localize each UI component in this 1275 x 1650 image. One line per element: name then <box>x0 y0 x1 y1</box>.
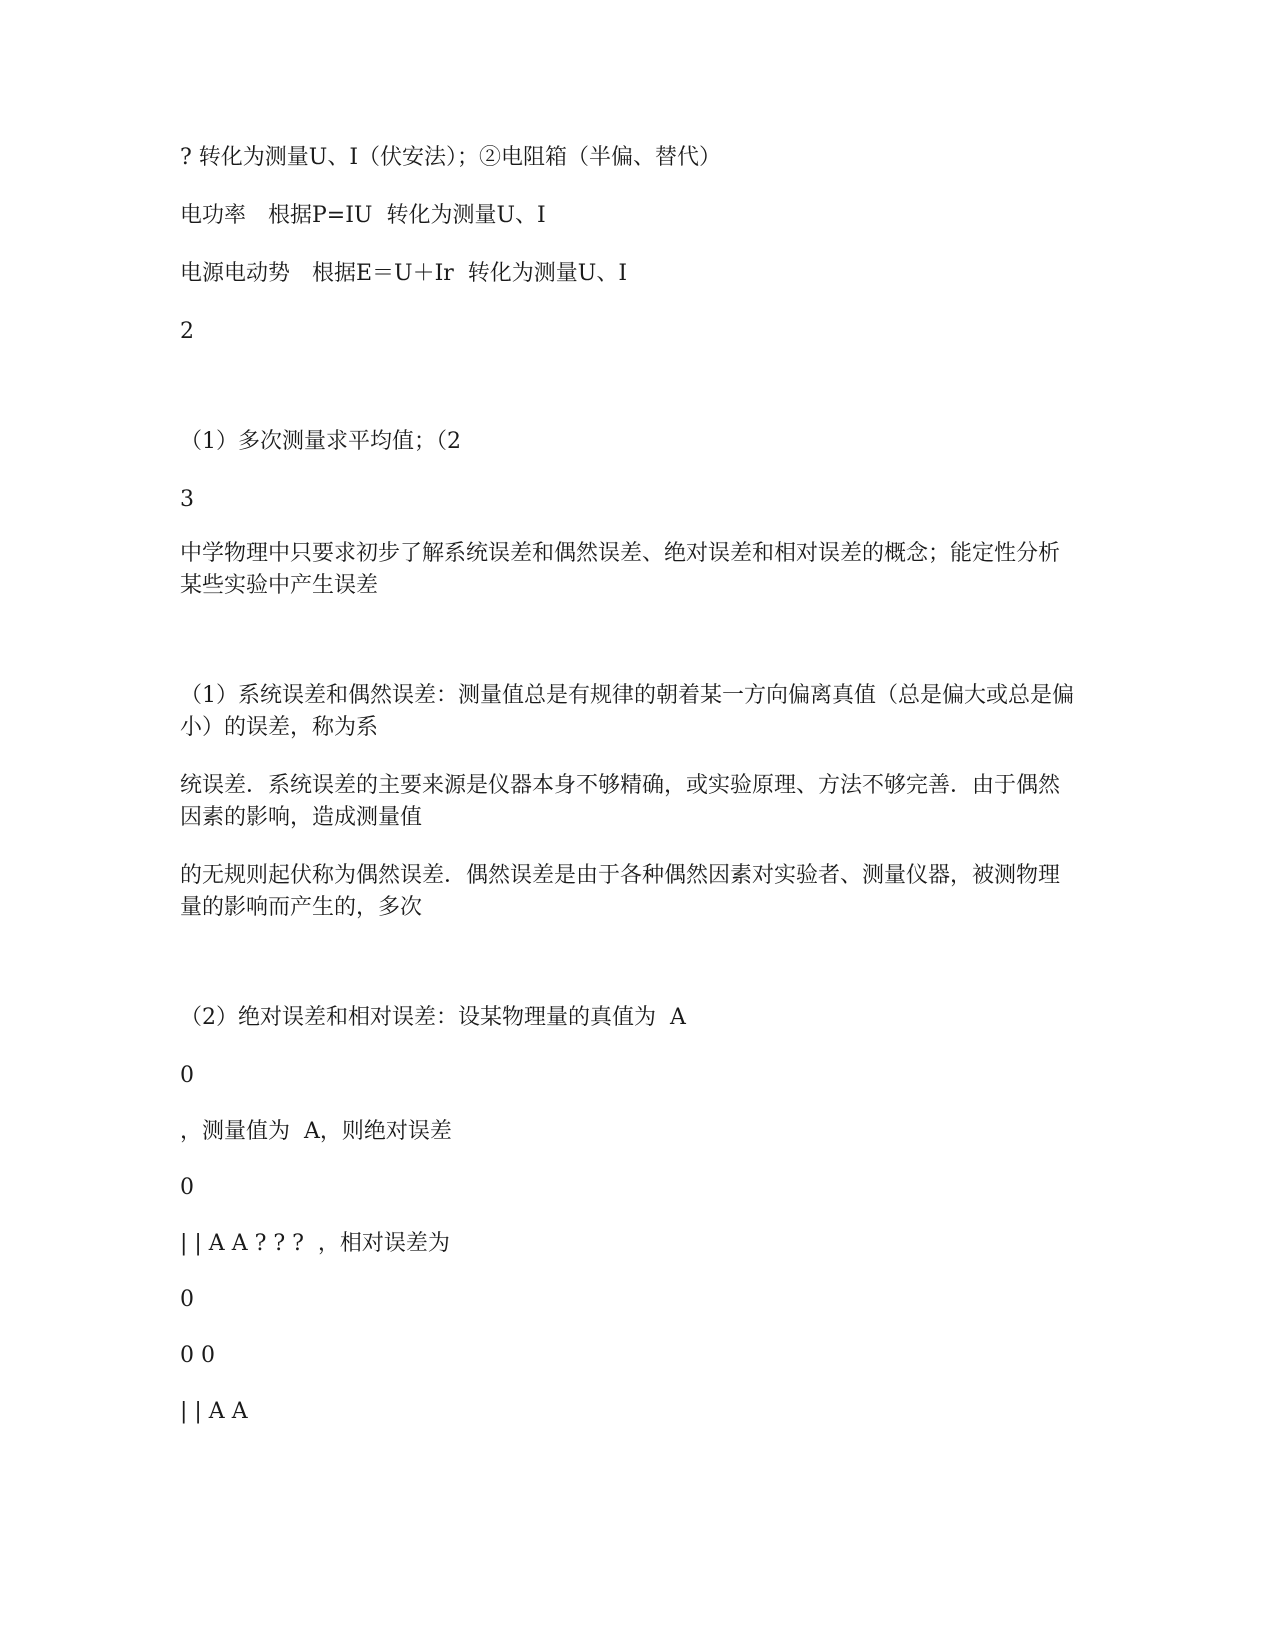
text-line-relative-formula: | | A A <box>180 1399 248 1424</box>
section-number-3: 3 <box>180 487 194 512</box>
text-line-electric-power: 电功率 根据P=IU 转化为测量U、I <box>180 203 546 228</box>
paragraph-systematic-error: （1）系统误差和偶然误差：测量值总是有规律的朝着某一方向偏离真值（总是偏大或总是偏小）的误差，称为系 <box>180 683 1075 740</box>
paragraph-random-error: 的无规则起伏称为偶然误差．偶然误差是由于各种偶然因素对实验者、测量仪器，被测物理量的影响而产生的，多次 <box>180 863 1061 920</box>
text-line-measured-value: ，测量值为 A，则绝对误差 <box>180 1119 452 1144</box>
text-line-absolute-relative: （2）绝对误差和相对误差：设某物理量的真值为 A <box>180 1005 686 1030</box>
text-line-emf: 电源电动势 根据E＝U＋Ir 转化为测量U、I <box>180 261 628 286</box>
text-line-subscript-0-b: 0 <box>180 1175 194 1200</box>
paragraph-error-intro: 中学物理中只要求初步了解系统误差和偶然误差、绝对误差和相对误差的概念；能定性分析某些实验中产生误差 <box>180 541 1061 598</box>
paragraph-systematic-source: 统误差．系统误差的主要来源是仪器本身不够精确，或实验原理、方法不够完善．由于偶然因素的影响，造成测量值 <box>180 773 1061 830</box>
text-line-resistance-methods: ? 转化为测量U、I（伏安法）；②电阻箱（半偏、替代） <box>180 145 722 170</box>
text-line-subscript-00: 0 0 <box>180 1343 215 1368</box>
text-line-subscript-0-c: 0 <box>180 1287 194 1312</box>
text-line-subscript-0-a: 0 <box>180 1063 194 1088</box>
text-line-average: （1）多次测量求平均值；（2 <box>180 429 461 454</box>
section-number-2: 2 <box>180 319 194 344</box>
text-line-absolute-formula: | | A A ? ? ? ，相对误差为 <box>180 1231 450 1256</box>
